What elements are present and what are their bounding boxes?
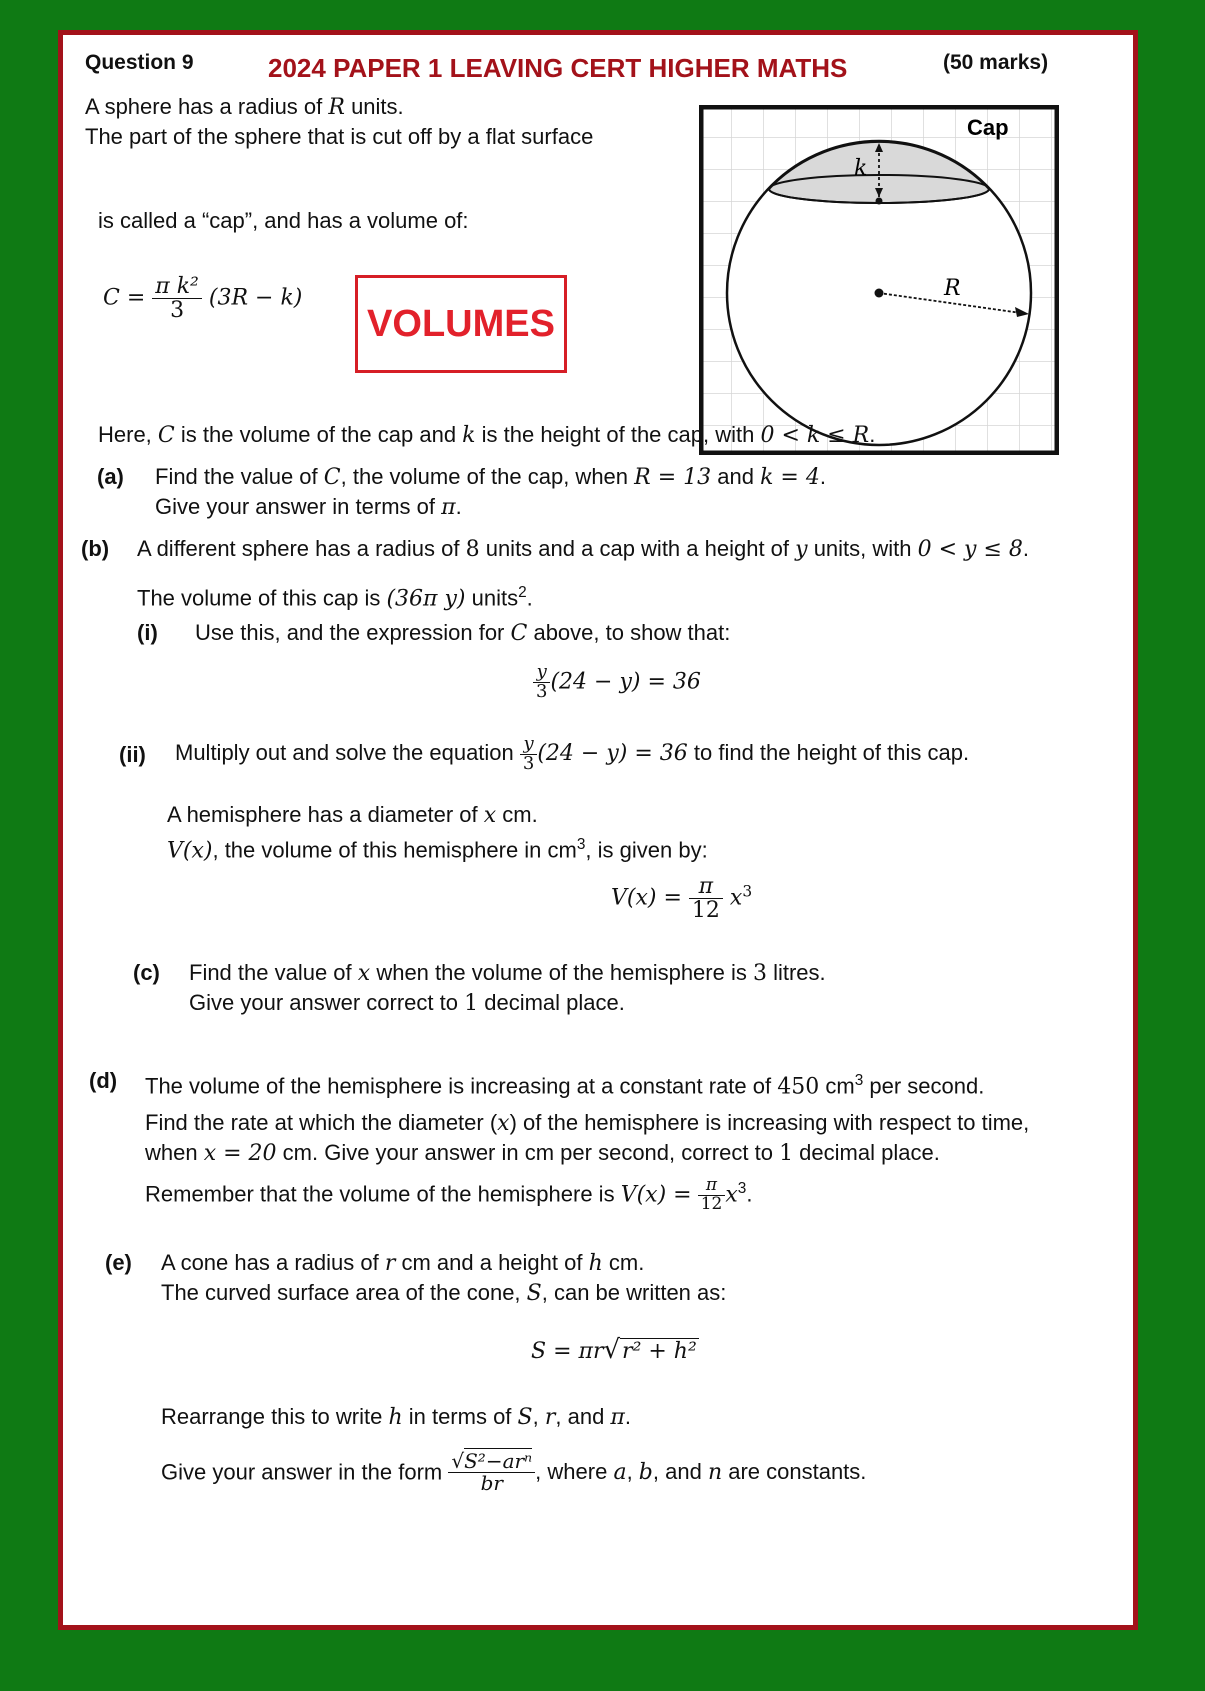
cone-surface-formula: S = πr√r² + h² [531,1335,697,1365]
part-b-line-1: A different sphere has a radius of 8 units and a cap with a height of y units, with 0 < y ≤ 8. [137,536,1030,562]
part-a-label: (a) [97,464,124,489]
part-b-ii-label: (ii) [119,742,146,767]
part-e-line-2: The curved surface area of the cone, S, can be written as: [161,1280,727,1306]
part-d-line-4: Remember that the volume of the hemisphere is V(x) = $\frac{\pi}{12}$ $x^3$. [145,1175,753,1215]
part-b-label: (b) [81,536,110,561]
cap-volume-formula: C = $\frac{\text{π k²}}{3}$ (3R − k) [103,274,303,324]
part-b-line-2: The volume of this cap is (36π y) units$^2$. [137,584,533,612]
part-e-label: (e) [105,1250,132,1275]
part-b-i-text: Use this, and the expression for C above, to show that: [195,620,731,646]
intro-line-1: A sphere has a radius of R units. [85,94,404,120]
part-d-label: (d) [89,1068,118,1093]
part-b-equation: $\frac{y}{3}$ (24 − y) = 36 [533,663,701,702]
intro-line-3: is called a “cap”, and has a volume of: [98,208,469,233]
part-d-line-3: when x = 20 cm. Give your answer in cm per second, correct to 1 decimal place. [145,1140,940,1166]
part-a-line-2: Give your answer in terms of π. [155,494,462,520]
part-d-line-1: The volume of the hemisphere is increasing at a constant rate of 450 $cm^3$ per second. [145,1072,985,1100]
part-e-line-3: Rearrange this to write h in terms of S, r, and π. [161,1404,632,1430]
sphere-cap-diagram [699,105,1059,455]
part-a-line-1: Find the value of C, the volume of the cap, when R = 13 and k = 4. [155,464,826,490]
part-b-ii-text: Multiply out and solve the equation $\frac{y}{3}$ (24 − y) = 36 to find the height of this cap. [175,733,970,774]
hemisphere-line-1: A hemisphere has a diameter of x cm. [167,802,538,828]
question-number: Question 9 [85,51,194,74]
cap-label: Cap [967,115,1009,140]
part-b-i-label: (i) [137,620,158,645]
marks: (50 marks) [943,51,1049,74]
definitions-line: Here, C is the volume of the cap and k is the height of the cap, with 0 < k ≤ R. [98,422,876,448]
part-e-line-4: Give your answer in the form $\frac{\text{√S²−arⁿ}}{br}$ , where a, b, and n are constants. [161,1449,867,1495]
part-c-line-2: Give your answer correct to 1 decimal place. [189,990,625,1016]
hemisphere-volume-formula: V(x) = $\frac{\pi}{12}$ $x^3$ [611,874,753,924]
page-title: 2024 PAPER 1 LEAVING CERT HIGHER MATHS [268,53,848,83]
part-c-line-1: Find the value of x when the volume of the hemisphere is 3 litres. [189,960,826,986]
k-label: k [854,156,868,181]
question-sheet [58,30,1138,1630]
part-d-line-2: Find the rate at which the diameter (x) of the hemisphere is increasing with respect to time, [145,1110,1030,1136]
hemisphere-line-2: V(x), the volume of this hemisphere in $cm^3$, is given by: [167,836,708,864]
volumes-label: VOLUMES [367,302,555,345]
volumes-box [355,275,567,373]
r-label: R [944,276,961,301]
part-c-label: (c) [133,960,160,985]
part-e-line-1: A cone has a radius of r cm and a height of h cm. [161,1250,645,1276]
intro-line-2: The part of the sphere that is cut off by a flat surface [85,124,594,149]
